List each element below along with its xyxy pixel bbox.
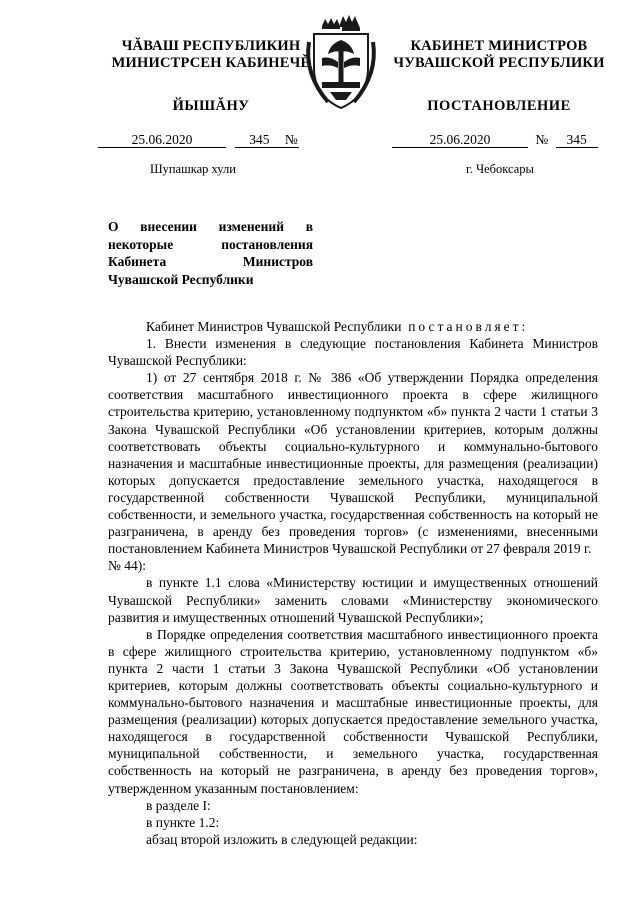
header-right-line1: КАБИНЕТ МИНИСТРОВ: [410, 38, 588, 54]
date-right: 25.06.2020: [392, 132, 528, 148]
document-subject: О внесении изменений в некоторые постановления Кабинета Министров Чувашской Республики: [108, 219, 313, 287]
header-left-line1: ЧĂВАШ РЕСПУБЛИКИН: [121, 38, 301, 54]
paragraph-2b: № 44):: [108, 558, 147, 574]
number-sign-right: №: [535, 132, 549, 147]
document-body: [108, 318, 598, 848]
number-sign-left: №: [284, 132, 298, 147]
doctype-left: ЙЫШĂНУ: [172, 98, 250, 114]
paragraph-5: в разделе I:: [146, 797, 211, 813]
paragraph-7: абзац второй изложить в следующей редакции:: [146, 831, 418, 847]
intro-decree: постановляет:: [408, 319, 529, 334]
city-left: Шупашкар хули: [150, 162, 236, 176]
intro-paragraph: [108, 318, 598, 335]
paragraph-4: в Порядке определения соответствия масштабного инвестиционного проекта в сфере жилищного строительства критерию, установленному подпунктом «б» пункта 2 части 1 статьи 3 Закона Чувашской Республики «Об установлении критериев, которым должны соответствовать объекты социально-культурного и коммунально-бытового назначения и масштабные инвестиционные проекты, для размещения (реализации) которых допускается предоставление земельного участка, находящегося в государственной собственности Чувашской Республики, муниципальной собственности, и земельного участка, государственная собственность на который не разграничена, в аренду без проведения торгов», утвержденном указанным постановлением:: [108, 626, 598, 796]
number-left: 345: [235, 132, 283, 148]
paragraph-6: в пункте 1.2:: [146, 814, 220, 830]
paragraph-2a: 1) от 27 сентября 2018 г. № 386 «Об утверждении Порядка определения соответствия масштабного инвестиционного проекта в сфере жилищного строительства критерию, установленному подпунктом «б» пункта 2 части 1 статьи 3 Закона Чувашской Республики «Об установлении критериев, которым должны соответствовать объекты социально-культурного и коммунально-бытового назначения и масштабные инвестиционные проекты, для размещения (реализации) которых допускается предоставление земельного участка, находящегося в государственной собственности Чувашской Республики, муниципальной собственности, и земельного участка, государственная собственность на который не разграничена, в аренду без проведения торгов» (с изменениями, внесенными постановлением Кабинета Министров Чувашской Республики от 27 февраля 2019 г.: [108, 370, 598, 557]
city-right: г. Чебоксары: [466, 162, 534, 176]
header-left-chuvash: [96, 38, 326, 72]
paragraph-3: в пункте 1.1 слова «Министерству юстиции и имущественных отношений Чувашской Республики» заменить словами «Министерству экономического развития и имущественных отношений Чувашской Республики»;: [108, 575, 598, 625]
doctype-right: ПОСТАНОВЛЕНИЕ: [427, 98, 571, 114]
dateline-right: [392, 132, 598, 148]
dateline-left: [98, 132, 299, 148]
number-right: 345: [556, 132, 598, 148]
header-right-line2: ЧУВАШСКОЙ РЕСПУБЛИКИ: [393, 55, 605, 71]
paragraph-1: 1. Внести изменения в следующие постановления Кабинета Министров Чувашской Республики:: [108, 336, 598, 369]
header-right-russian: [384, 38, 614, 72]
header-left-line2: МИНИСТРСЕН КАБИНЕЧĚ: [111, 55, 311, 71]
chuvash-coat-of-arms-icon: [300, 12, 382, 112]
date-left: 25.06.2020: [98, 132, 226, 148]
intro-text: Кабинет Министров Чувашской Республики: [146, 319, 402, 334]
